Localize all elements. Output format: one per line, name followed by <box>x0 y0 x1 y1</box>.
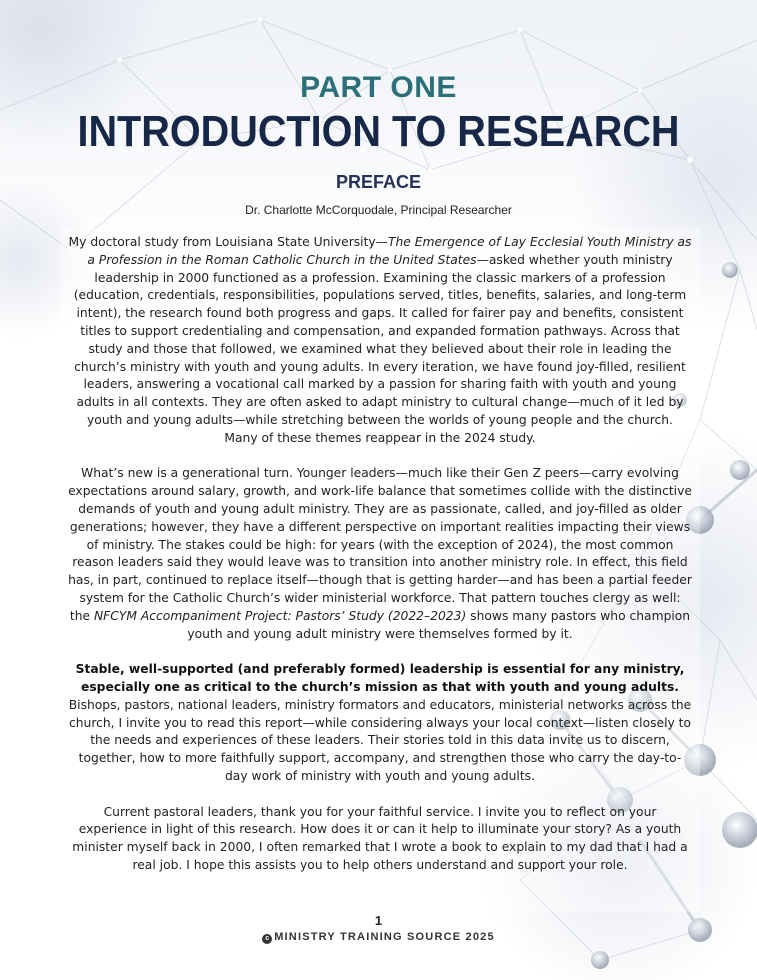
dissertation-title: The Emergence of Lay Ecclesial Youth Ministry as a Profession in the Roman Catholic Church in the United States <box>87 235 692 267</box>
page-number: 1 <box>374 913 383 928</box>
paragraph-3-emphasis: Stable, well-supported (and preferably formed) leadership is essential for any ministry, especially one as critical to the church’s mission as that with youth and young adults. <box>75 662 685 694</box>
part-label: PART ONE <box>300 71 457 104</box>
paragraph-1-tail: Many of these themes reappear in the 2024 study. <box>224 430 536 445</box>
paragraph-1 <box>68 234 692 430</box>
page-title: INTRODUCTION TO RESEARCH <box>77 107 680 156</box>
body-text <box>68 234 692 875</box>
section-heading: PREFACE <box>335 172 422 192</box>
paragraph-2-body: What’s new is a generational turn. Younger leaders—much like their Gen Z peers—carry evolving expectations around salary, growth, and work-life balance that sometimes collide with the distinctive demands of youth and young adult ministry. They are as passionate, called, and joy-filled as older generations; however, they have a different perspective on important realities impacting their views of ministry. The stakes could be high: for years (with the exception of 2024), the most common reason leaders said they would leave was to transition into another ministry role. In effect, this field has, in part, continued to replace itself—though that is getting harder—and has been a partial feeder system for the Catholic Church’s wider ministerial workforce. That pattern touches clergy as well: the <box>68 466 692 623</box>
paragraph-2-end: shows many pastors who champion youth and young adult ministry were themselves formed by it. <box>187 608 691 641</box>
footer-text: MINISTRY TRAINING SOURCE 2025 <box>274 931 495 943</box>
paragraph-4: Current pastoral leaders, thank you for your faithful service. I invite you to reflect on your experience in light of this research. How does it or can it help to illuminate your story? As a youth minister myself back in 2000, I often remarked that I wrote a book to explain to my dad that I had a real job. I hope this assists you to help others understand and support your role. <box>72 804 688 872</box>
paragraph-1-intro: My doctoral study from Louisiana State University— <box>68 235 388 249</box>
footer <box>0 931 757 944</box>
paragraph-1-body: —asked whether youth ministry leadership in 2000 functioned as a profession. Examining the classic markers of a profession (education, credentials, responsibilities, populations served, titles, benefits, salaries, and long-term intent), the research found both progress and gaps. It called for fairer pay and benefits, consistent titles to support credentialing and compensation, and expanded formation pathways. Across that study and those that followed, we examined what they believed about their role in leading the church’s ministry with youth and young adults. In every iteration, we have found joy-filled, resilient leaders, answering a vocational call marked by a passion for sharing faith with youth and young adults in all contexts. They are often asked to adapt ministry to cultural change—much of it led by youth and young adults—while stretching between the worlds of young people and the church. <box>73 252 687 427</box>
paragraph-3 <box>68 661 692 786</box>
paragraph-3-body: Bishops, pastors, national leaders, ministry formators and educators, ministerial networks across the church, I invite you to read this report—while considering always your local context—listen closely to the needs and experiences of these leaders. Their stories told in this data invite us to discern, together, how to more faithfully support, accompany, and strengthen those who carry the day-to-day work of ministry with youth and young adults. <box>68 697 692 783</box>
author-line: Dr. Charlotte McCorquodale, Principal Researcher <box>245 203 512 217</box>
paragraph-2 <box>68 465 692 643</box>
copyright-icon: c <box>262 934 272 944</box>
pastors-study-title: NFCYM Accompaniment Project: Pastors’ Study (2022–2023) <box>93 608 467 623</box>
